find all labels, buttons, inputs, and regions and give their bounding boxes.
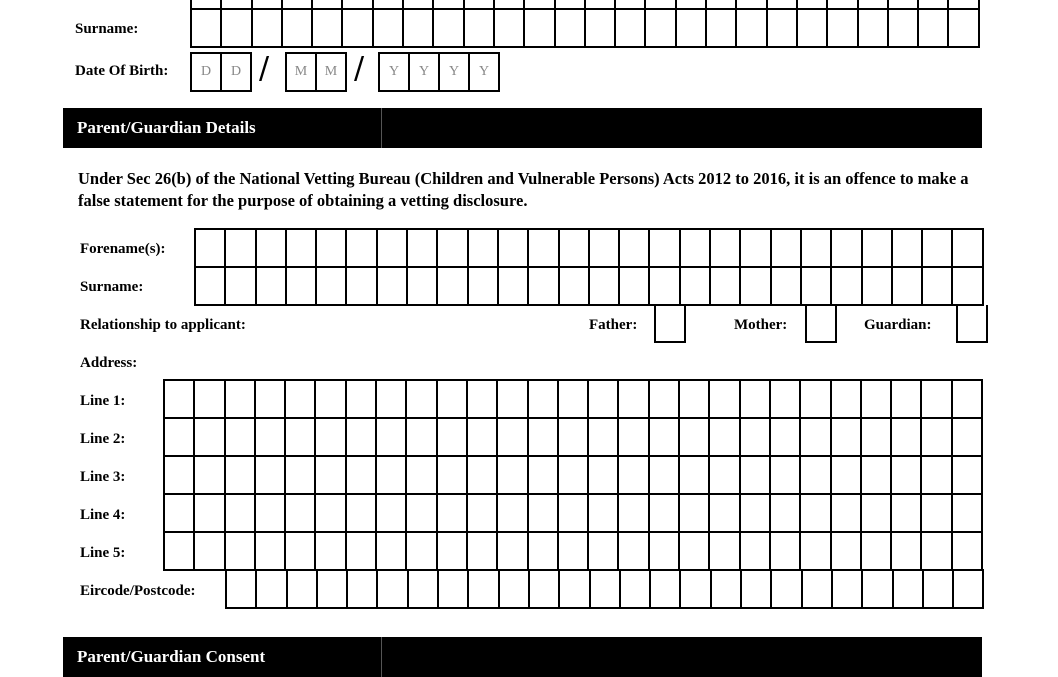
char-box[interactable] [954,571,984,609]
char-box[interactable] [317,230,347,268]
char-box[interactable] [196,268,226,306]
char-box[interactable] [468,533,498,571]
char-box[interactable] [529,230,559,268]
dob-month-2[interactable]: M [315,52,347,92]
char-box[interactable] [862,533,892,571]
char-box[interactable] [832,495,862,533]
char-box[interactable] [801,457,831,495]
char-box[interactable] [559,419,589,457]
char-box[interactable] [924,571,954,609]
char-box[interactable] [256,457,286,495]
char-box[interactable] [529,268,559,306]
char-box[interactable] [922,419,952,457]
char-box[interactable] [650,495,680,533]
char-box[interactable] [226,533,256,571]
address-line-row-4[interactable] [165,495,983,533]
char-box[interactable] [530,571,560,609]
char-box[interactable] [892,457,922,495]
char-box[interactable] [801,495,831,533]
section-header-parent-consent [63,637,982,677]
char-box[interactable] [525,10,555,48]
char-box[interactable] [529,533,559,571]
char-box[interactable] [195,419,225,457]
char-box[interactable] [892,419,922,457]
char-box[interactable] [741,457,771,495]
char-box[interactable] [498,381,528,419]
char-box[interactable] [801,381,831,419]
char-box[interactable] [892,495,922,533]
char-box[interactable] [772,268,802,306]
eircode-row-1[interactable] [227,571,984,609]
char-box[interactable] [589,533,619,571]
char-box[interactable] [192,10,222,48]
char-box[interactable] [438,419,468,457]
char-box[interactable] [651,571,681,609]
surname-label: Surname: [80,279,144,295]
char-box[interactable] [953,419,983,457]
char-box[interactable] [923,230,953,268]
char-box[interactable] [803,571,833,609]
address-grid[interactable] [163,379,983,571]
char-box[interactable] [922,381,952,419]
char-box[interactable] [680,495,710,533]
char-box[interactable] [590,268,620,306]
dob-year-2[interactable]: Y [408,52,440,92]
char-box[interactable] [195,533,225,571]
char-box[interactable] [828,10,858,48]
char-box[interactable] [590,230,620,268]
char-box[interactable] [286,381,316,419]
char-box[interactable] [711,230,741,268]
char-box[interactable] [257,230,287,268]
char-box[interactable] [195,381,225,419]
char-box[interactable] [378,230,408,268]
char-box[interactable] [316,533,346,571]
char-box[interactable] [802,230,832,268]
legal-notice: Under Sec 26(b) of the National Vetting Bureau (Children and Vulnerable Persons) Acts 2012 to 2016, it is an offence to make a false statement for the purpose of obtaining a vetting disclosure. [78,169,969,210]
char-box[interactable] [771,495,801,533]
char-box[interactable] [165,457,195,495]
char-box[interactable] [859,10,889,48]
char-box[interactable] [710,381,740,419]
char-box[interactable] [286,495,316,533]
char-box[interactable] [802,268,832,306]
char-box[interactable] [469,230,499,268]
char-box[interactable] [772,230,802,268]
char-box[interactable] [195,457,225,495]
char-box[interactable] [438,533,468,571]
char-box[interactable] [438,457,468,495]
char-box[interactable] [226,457,256,495]
char-box[interactable] [409,571,439,609]
char-box[interactable] [468,457,498,495]
char-box[interactable] [589,381,619,419]
char-box[interactable] [374,10,404,48]
char-box[interactable] [286,419,316,457]
char-box[interactable] [377,419,407,457]
char-box[interactable] [377,457,407,495]
name-row-1[interactable] [196,230,984,268]
forename-label: Forename(s): [80,241,166,257]
char-box[interactable] [438,268,468,306]
char-box[interactable] [710,495,740,533]
dob-year-3[interactable]: Y [438,52,470,92]
char-box[interactable] [499,268,529,306]
applicant-surname-label: Surname: [75,21,139,37]
address-line2-label: Line 2: [80,431,126,447]
char-box[interactable] [710,419,740,457]
char-box[interactable] [832,381,862,419]
char-box[interactable] [650,381,680,419]
char-box[interactable] [619,381,649,419]
char-box[interactable] [832,457,862,495]
char-box[interactable] [347,457,377,495]
char-box[interactable] [407,533,437,571]
char-box[interactable] [407,381,437,419]
char-box[interactable] [591,571,621,609]
char-box[interactable] [768,10,798,48]
eircode-grid[interactable] [225,569,984,609]
char-box[interactable] [378,268,408,306]
char-box[interactable] [741,533,771,571]
char-box[interactable] [922,533,952,571]
address-line-row-5[interactable] [165,533,983,571]
char-box[interactable] [195,495,225,533]
address-line3-label: Line 3: [80,469,126,485]
char-box[interactable] [892,381,922,419]
char-box[interactable] [196,230,226,268]
char-box[interactable] [288,571,318,609]
char-box[interactable] [468,419,498,457]
char-box[interactable] [498,419,528,457]
char-box[interactable] [560,230,590,268]
char-box[interactable] [741,381,771,419]
char-box[interactable] [560,268,590,306]
dob-day-1[interactable]: D [190,52,222,92]
char-box[interactable] [771,381,801,419]
char-box[interactable] [862,495,892,533]
char-box[interactable] [256,533,286,571]
char-box[interactable] [741,230,771,268]
char-box[interactable] [710,457,740,495]
char-box[interactable] [257,571,287,609]
char-box[interactable] [953,230,983,268]
char-box[interactable] [922,457,952,495]
char-box[interactable] [680,381,710,419]
char-box[interactable] [227,571,257,609]
char-box[interactable] [498,495,528,533]
address-line-row-3[interactable] [165,457,983,495]
char-box[interactable] [407,495,437,533]
char-box[interactable] [317,268,347,306]
char-box[interactable] [589,495,619,533]
char-box[interactable] [892,533,922,571]
char-box[interactable] [165,381,195,419]
char-box[interactable] [378,571,408,609]
char-box[interactable] [469,268,499,306]
char-box[interactable] [495,10,525,48]
char-box[interactable] [347,230,377,268]
char-box[interactable] [165,533,195,571]
header-divider [381,108,382,148]
char-box[interactable] [529,457,559,495]
char-box[interactable] [953,381,983,419]
parent-name-grid[interactable] [194,228,984,306]
char-box[interactable] [619,419,649,457]
char-box[interactable] [772,571,802,609]
char-box[interactable] [226,268,256,306]
char-box[interactable] [316,495,346,533]
char-box[interactable] [832,230,862,268]
char-box[interactable] [257,268,287,306]
char-box[interactable] [616,10,646,48]
char-box[interactable] [646,10,676,48]
address-line4-label: Line 4: [80,507,126,523]
char-box[interactable] [438,495,468,533]
char-box[interactable] [737,10,767,48]
char-box[interactable] [287,268,317,306]
address-line1-label: Line 1: [80,393,126,409]
char-box[interactable] [771,457,801,495]
char-box[interactable] [621,571,651,609]
char-box[interactable] [710,533,740,571]
address-line5-label: Line 5: [80,545,126,561]
char-box[interactable] [953,533,983,571]
char-box[interactable] [922,495,952,533]
char-box[interactable] [863,268,893,306]
char-box[interactable] [222,10,252,48]
char-box[interactable] [560,571,590,609]
char-box[interactable] [439,571,469,609]
char-box[interactable] [619,457,649,495]
char-box[interactable] [589,419,619,457]
char-box[interactable] [650,419,680,457]
name-row-2[interactable] [196,268,984,306]
dob-year-4[interactable]: Y [468,52,500,92]
char-box[interactable] [589,457,619,495]
char-box[interactable] [741,495,771,533]
char-box[interactable] [256,381,286,419]
char-box[interactable] [680,457,710,495]
char-box[interactable] [377,495,407,533]
char-box[interactable] [650,457,680,495]
char-box[interactable] [953,268,983,306]
applicant-dob-label: Date Of Birth: [75,63,169,79]
char-box[interactable] [559,457,589,495]
char-box[interactable] [343,10,373,48]
char-box[interactable] [529,419,559,457]
eircode-label: Eircode/Postcode: [80,583,196,599]
char-box[interactable] [771,419,801,457]
char-box[interactable] [742,571,772,609]
char-box[interactable] [894,571,924,609]
char-box[interactable] [681,230,711,268]
char-box[interactable] [253,10,283,48]
char-box[interactable] [620,230,650,268]
char-box[interactable] [832,533,862,571]
char-box[interactable] [468,381,498,419]
char-box[interactable] [619,495,649,533]
char-box[interactable] [434,10,464,48]
char-box[interactable] [801,419,831,457]
guardian-label: Guardian: [864,317,932,333]
char-box[interactable] [226,495,256,533]
char-box[interactable] [438,381,468,419]
char-box[interactable] [707,10,737,48]
char-box[interactable] [559,495,589,533]
char-box[interactable] [316,381,346,419]
char-box[interactable] [711,268,741,306]
char-box[interactable] [377,533,407,571]
char-box[interactable] [893,268,923,306]
address-line-row-1[interactable] [165,381,983,419]
applicant-surname-grid[interactable] [190,8,980,48]
char-box[interactable] [318,571,348,609]
char-box[interactable] [404,10,434,48]
char-box[interactable] [347,381,377,419]
char-box[interactable] [498,533,528,571]
section-title-consent: Parent/Guardian Consent [77,647,266,666]
char-box[interactable] [256,495,286,533]
char-box[interactable] [680,533,710,571]
dob-separator-2: / [354,51,365,86]
char-box[interactable] [377,381,407,419]
char-box[interactable] [863,571,893,609]
char-box[interactable] [407,457,437,495]
char-box[interactable] [465,10,495,48]
char-box[interactable] [862,381,892,419]
char-box[interactable] [862,457,892,495]
char-box[interactable] [741,419,771,457]
char-box[interactable] [619,533,649,571]
char-box[interactable] [650,533,680,571]
char-box[interactable] [559,533,589,571]
char-box[interactable] [498,457,528,495]
char-box[interactable] [681,571,711,609]
char-box[interactable] [407,419,437,457]
char-box[interactable] [347,419,377,457]
char-box[interactable] [556,10,586,48]
char-box[interactable] [469,571,499,609]
char-box[interactable] [226,230,256,268]
section-header-parent-details [63,108,982,148]
header-divider-consent [381,637,382,677]
dob-month-1[interactable]: M [285,52,317,92]
char-box[interactable] [771,533,801,571]
char-box[interactable] [226,381,256,419]
char-box[interactable] [438,230,468,268]
char-box[interactable] [226,419,256,457]
father-checkbox[interactable] [654,305,686,343]
char-box[interactable] [801,533,831,571]
dob-separator-1: / [259,51,270,86]
char-box[interactable] [347,533,377,571]
char-box[interactable] [681,268,711,306]
dob-year-1[interactable]: Y [378,52,410,92]
section-title: Parent/Guardian Details [77,118,256,137]
char-box[interactable] [680,419,710,457]
char-box[interactable] [586,10,616,48]
char-box[interactable] [408,268,438,306]
char-box[interactable] [165,495,195,533]
dob-day-2[interactable]: D [220,52,252,92]
char-box[interactable] [287,230,317,268]
char-box[interactable] [949,10,979,48]
char-box[interactable] [316,457,346,495]
char-box[interactable] [741,268,771,306]
char-box[interactable] [893,230,923,268]
char-box[interactable] [863,230,893,268]
char-box[interactable] [862,419,892,457]
char-box[interactable] [832,419,862,457]
char-box[interactable] [889,10,919,48]
char-box[interactable] [408,230,438,268]
char-box[interactable] [500,571,530,609]
char-box[interactable] [499,230,529,268]
char-box[interactable] [919,10,949,48]
address-line-row-2[interactable] [165,419,983,457]
char-box[interactable] [165,419,195,457]
char-box[interactable] [468,495,498,533]
char-box[interactable] [833,571,863,609]
mother-label: Mother: [734,317,788,333]
relationship-label: Relationship to applicant: [80,317,246,333]
char-box[interactable] [953,457,983,495]
char-box[interactable] [529,381,559,419]
mother-checkbox[interactable] [805,305,837,343]
address-label: Address: [80,355,138,371]
char-box[interactable] [347,495,377,533]
char-box[interactable] [348,571,378,609]
char-box[interactable] [650,268,680,306]
char-box[interactable] [832,268,862,306]
char-box[interactable] [283,10,313,48]
char-box[interactable] [620,268,650,306]
char-box[interactable] [798,10,828,48]
char-box[interactable] [529,495,559,533]
char-box[interactable] [313,10,343,48]
char-box[interactable] [347,268,377,306]
char-box[interactable] [286,457,316,495]
guardian-checkbox[interactable] [956,305,988,343]
father-label: Father: [589,317,638,333]
char-box[interactable] [677,10,707,48]
char-box[interactable] [650,230,680,268]
char-box[interactable] [316,419,346,457]
char-box[interactable] [712,571,742,609]
char-box[interactable] [286,533,316,571]
char-box[interactable] [923,268,953,306]
char-box[interactable] [256,419,286,457]
char-box[interactable] [559,381,589,419]
char-box[interactable] [953,495,983,533]
